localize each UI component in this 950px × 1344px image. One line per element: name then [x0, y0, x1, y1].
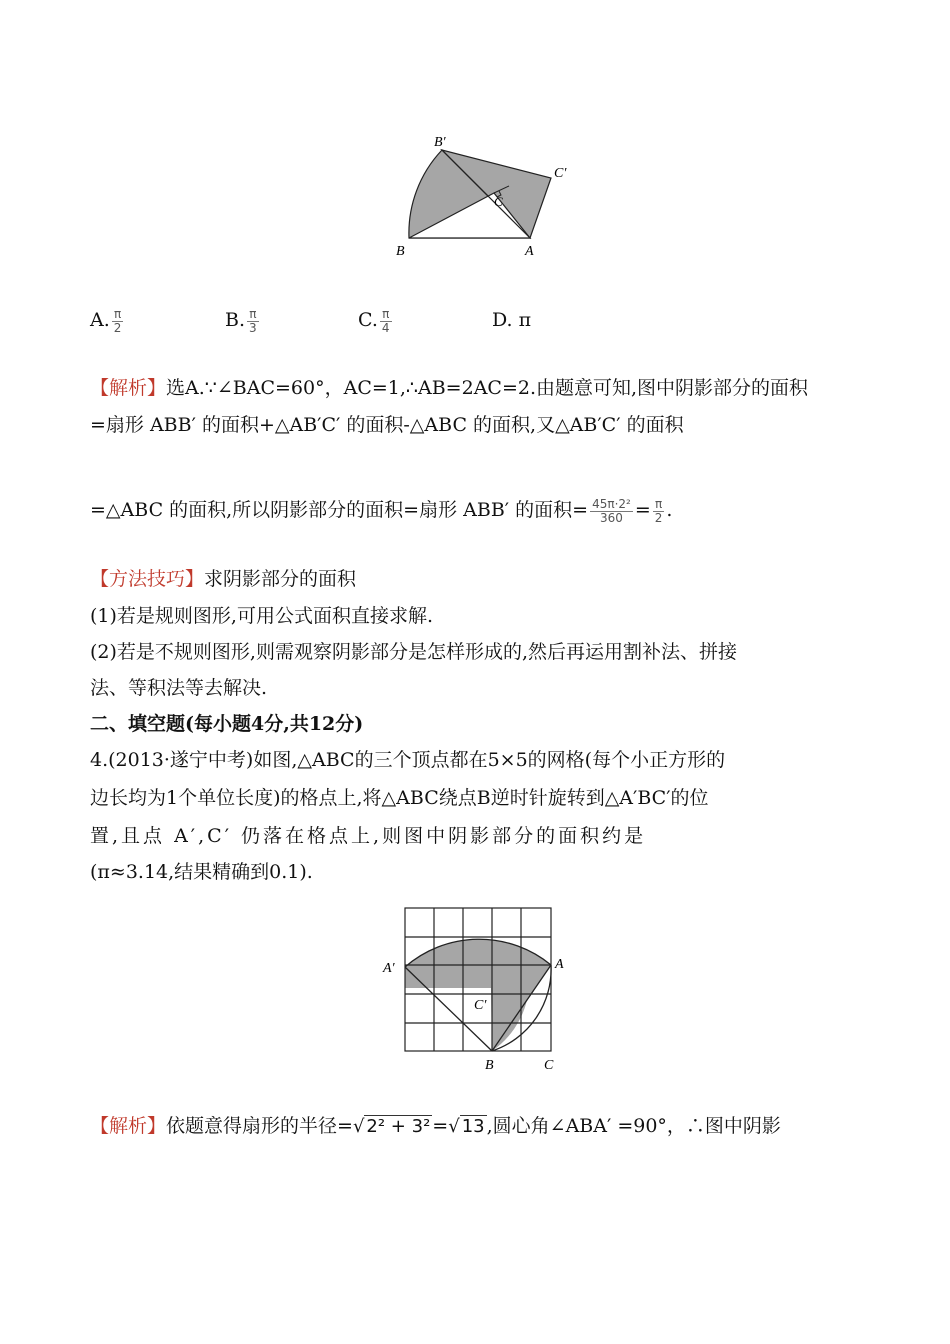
label-b-prime: B′: [434, 135, 446, 150]
method-item-2b: 法、等积法等去解决.: [90, 677, 268, 699]
fraction: $\frac{\pi}{4}$: [381, 306, 390, 335]
option-c: C. $\frac{\pi}{4}$: [358, 306, 390, 335]
q4-line2: 边长均为1个单位长度)的格点上,将△ABC绕点B逆时针旋转到△A′BC′的位: [90, 787, 709, 809]
method-item-1: (1)若是规则图形,可用公式面积直接求解.: [90, 605, 433, 627]
fraction-sector-area: $\frac{\text{45π·2²}}{360}$: [592, 496, 631, 525]
option-d: D. π: [492, 309, 532, 331]
shaded-region: [405, 939, 551, 1051]
fraction: $\frac{\pi}{2}$: [113, 306, 122, 335]
label-c: C: [494, 194, 503, 209]
sqrt-thirteen: √ 13: [448, 1116, 485, 1137]
analysis1-line1: 【解析】选A.∵∠BAC=60°，AC=1,∴AB=2AC=2.由题意可知,图中阴影部分的面积: [90, 377, 809, 399]
method-title-line: 【方法技巧】求阴影部分的面积: [90, 568, 357, 590]
option-a: A. $\frac{\pi}{2}$: [90, 306, 122, 335]
analysis-tag: 【解析】: [90, 377, 167, 399]
label-a-prime: A′: [383, 961, 395, 976]
label-c-prime: C′: [554, 166, 567, 181]
analysis1-line2: =扇形 ABB′ 的面积+△AB′C′ 的面积-△ABC 的面积,又△AB′C′ 的面积: [90, 414, 684, 436]
fraction-result: $\frac{\pi}{2}$: [654, 496, 663, 525]
label-b: B: [485, 1058, 494, 1073]
section-heading: 二、填空题(每小题4分,共12分): [90, 713, 364, 735]
label-a: A: [525, 244, 534, 259]
label-c-prime: C′: [474, 998, 487, 1013]
q4-line3: 置,且点 A′,C′ 仍落在格点上,则图中阴影部分的面积约是: [90, 825, 647, 847]
sqrt-expression: √ 2² + 3²: [352, 1116, 431, 1137]
figure-sector-triangle: [390, 128, 580, 263]
option-b: B. $\frac{\pi}{3}$: [225, 306, 257, 335]
method-item-2: (2)若是不规则图形,则需观察阴影部分是怎样形成的,然后再运用割补法、拼接: [90, 641, 737, 663]
label-c: C: [544, 1058, 554, 1073]
q4-line1: 4.(2013·遂宁中考)如图,△ABC的三个顶点都在5×5的网格(每个小正方形的: [90, 749, 726, 771]
analysis2-line1: 【解析】依题意得扇形的半径=√ 2² + 3² =√ 13 ,圆心角∠ABA′ =90°，∴图中阴影: [90, 1112, 781, 1141]
figure-grid-rotation: [380, 900, 570, 1075]
analysis-tag: 【解析】: [90, 1115, 167, 1137]
label-a: A: [555, 957, 564, 972]
analysis1-line3: =△ABC 的面积,所以阴影部分的面积=扇形 ABB′ 的面积= $\frac{\text{45π·2²}}{360}$ = $\frac{\pi}{2}$ .: [90, 496, 673, 525]
method-tag: 【方法技巧】: [90, 568, 205, 590]
fraction: $\frac{\pi}{3}$: [249, 306, 257, 335]
q4-line4: (π≈3.14,结果精确到0.1).: [90, 861, 313, 883]
label-b: B: [396, 244, 405, 259]
